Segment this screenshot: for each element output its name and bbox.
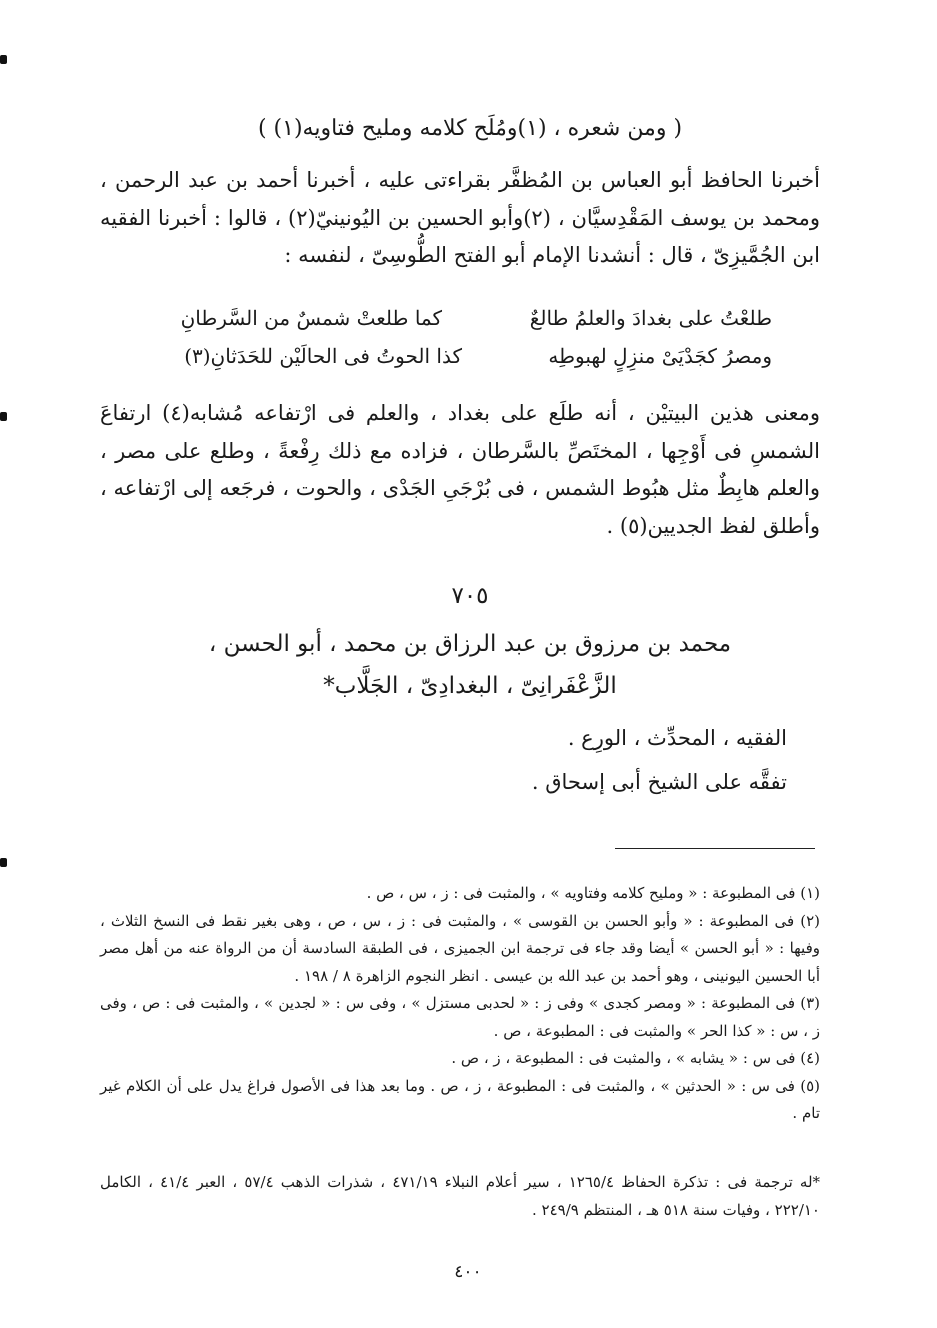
footnote: (٥) فى س : « الحدثين » ، والمثبت فى : المطبوعة ، ز ، ص . وما بعد هذا فى الأصول فراغ يدل على أن الكلام غير تام . — [100, 1076, 820, 1122]
footnote: (١) فى المطبوعة : « ومليح كلامه وفتاويه » ، والمثبت فى : ز ، س ، ص . — [366, 884, 820, 902]
page-number: ٤٠٠ — [454, 1262, 482, 1282]
poem-line-1-second-hemistich: كما طلعتْ شمسٌ من السَّرطانِ — [180, 306, 442, 330]
margin-mark — [0, 55, 7, 64]
entry-title-line-1: محمد بن مرزوق بن عبد الرزاق بن محمد ، أبو الحسن ، — [208, 631, 732, 657]
poem-line-2-first-hemistich: ومصرُ كجَدْيَىْ منزِلٍ لهبوطِه — [548, 344, 772, 368]
entry-number: ٧٠٥ — [451, 583, 489, 609]
footnotes — [100, 880, 820, 1128]
footnote: (٤) فى س : « يشابه » ، والمثبت فى : المطبوعة ، ز ، ص . — [451, 1049, 820, 1067]
section-heading: ( ومن شعره ، (١)ومُلَح كلامه ومليح فتاويه(١) ) — [257, 116, 683, 141]
poem-line-1-first-hemistich: طلعْتُ على بغدادَ والعلمُ طالعٌ — [529, 306, 772, 330]
explanation-text: ومعنى هذين البيتيْن ، أنه طلَع على بغداد ، والعلم فى ارْتفاعه مُشابه(٤) ارتفاعَ الشمسِ فى أَوْجِها ، المختَصِّ بالسَّرطان ، فزاده مع ذلك رِفْعةً ، وطلع على مصر ، والعلم هابِطٌ مثل هبُوط الشمس ، فى بُرْجَىِ الجَدْى ، والحوت ، فرجَعه إلى ارْتفاعه ، وأطلق لفظ الجديين(٥) . — [100, 401, 820, 538]
margin-mark — [0, 858, 7, 867]
entry-description-line-1: الفقيه ، المحدِّث ، الورِع . — [567, 726, 787, 750]
entry-description-line-2: تفقَّه على الشيخ أبى إسحاق . — [531, 770, 787, 794]
explanation-paragraph — [100, 395, 820, 545]
footnote: (٣) فى المطبوعة : « ومصر كجدى » وفى ز : « لحدبى مستزل » ، وفى س : « لجدين » ، والمثبت فى : ص ، وفى ز ، س : « كذا الحر » والمثبت فى : المطبوعة ، ص . — [100, 994, 820, 1040]
entry-title-line-2: الزَّعْفَرانِىّ ، البغدادِىّ ، الجَلَّاب* — [323, 673, 617, 699]
isnad-text: أخبرنا الحافظ أبو العباس بن المُظفَّر بقراءتى عليه ، أخبرنا أحمد بن عبد الرحمن ، ومحمد بن يوسف المَقْدِسيَّان ، (٢)وأبو الحسين بن اليُونينيّ(٢) ، قالوا : أخبرنا الفقيه ابن الجُمَّيزِىّ ، قال : أنشدنا الإمام أبو الفتح الطُّوسِىّ ، لنفسه : — [100, 168, 820, 267]
biography-sources-note: *له ترجمة فى : تذكرة الحفاظ ١٢٦٥/٤ ، سير أعلام النبلاء ٤٧١/١٩ ، شذرات الذهب ٥٧/٤ ، العبر ٤١/٤ ، الكامل ٢٢٢/١٠ ، وفيات سنة ٥١٨ هـ ، المنتظم ٢٤٩/٩ . — [100, 1173, 821, 1219]
poem-line-2-second-hemistich: كذا الحوتُ فى الحالَيْن للحَدَثانِ(٣) — [184, 344, 462, 368]
footnote: (٢) فى المطبوعة : « وأبو الحسن بن القوسى » ، والمثبت فى : ز ، س ، ص ، وهى بغير نقط فى النسخ الثلاث ، وفيها : « أبو الحسن » أيضا وقد جاء فى ترجمة ابن الجميزى ، فى الطبقة السادسة أن من الرواة عنه من أهل مصر أبا الحسين اليونينى ، وهو أحمد بن عبد الله بن عيسى . انظر النجوم الزاهرة ٨ / ١٩٨ . — [100, 911, 820, 985]
margin-mark — [0, 412, 7, 421]
footnote-divider — [615, 848, 815, 849]
isnad-paragraph — [100, 162, 820, 275]
